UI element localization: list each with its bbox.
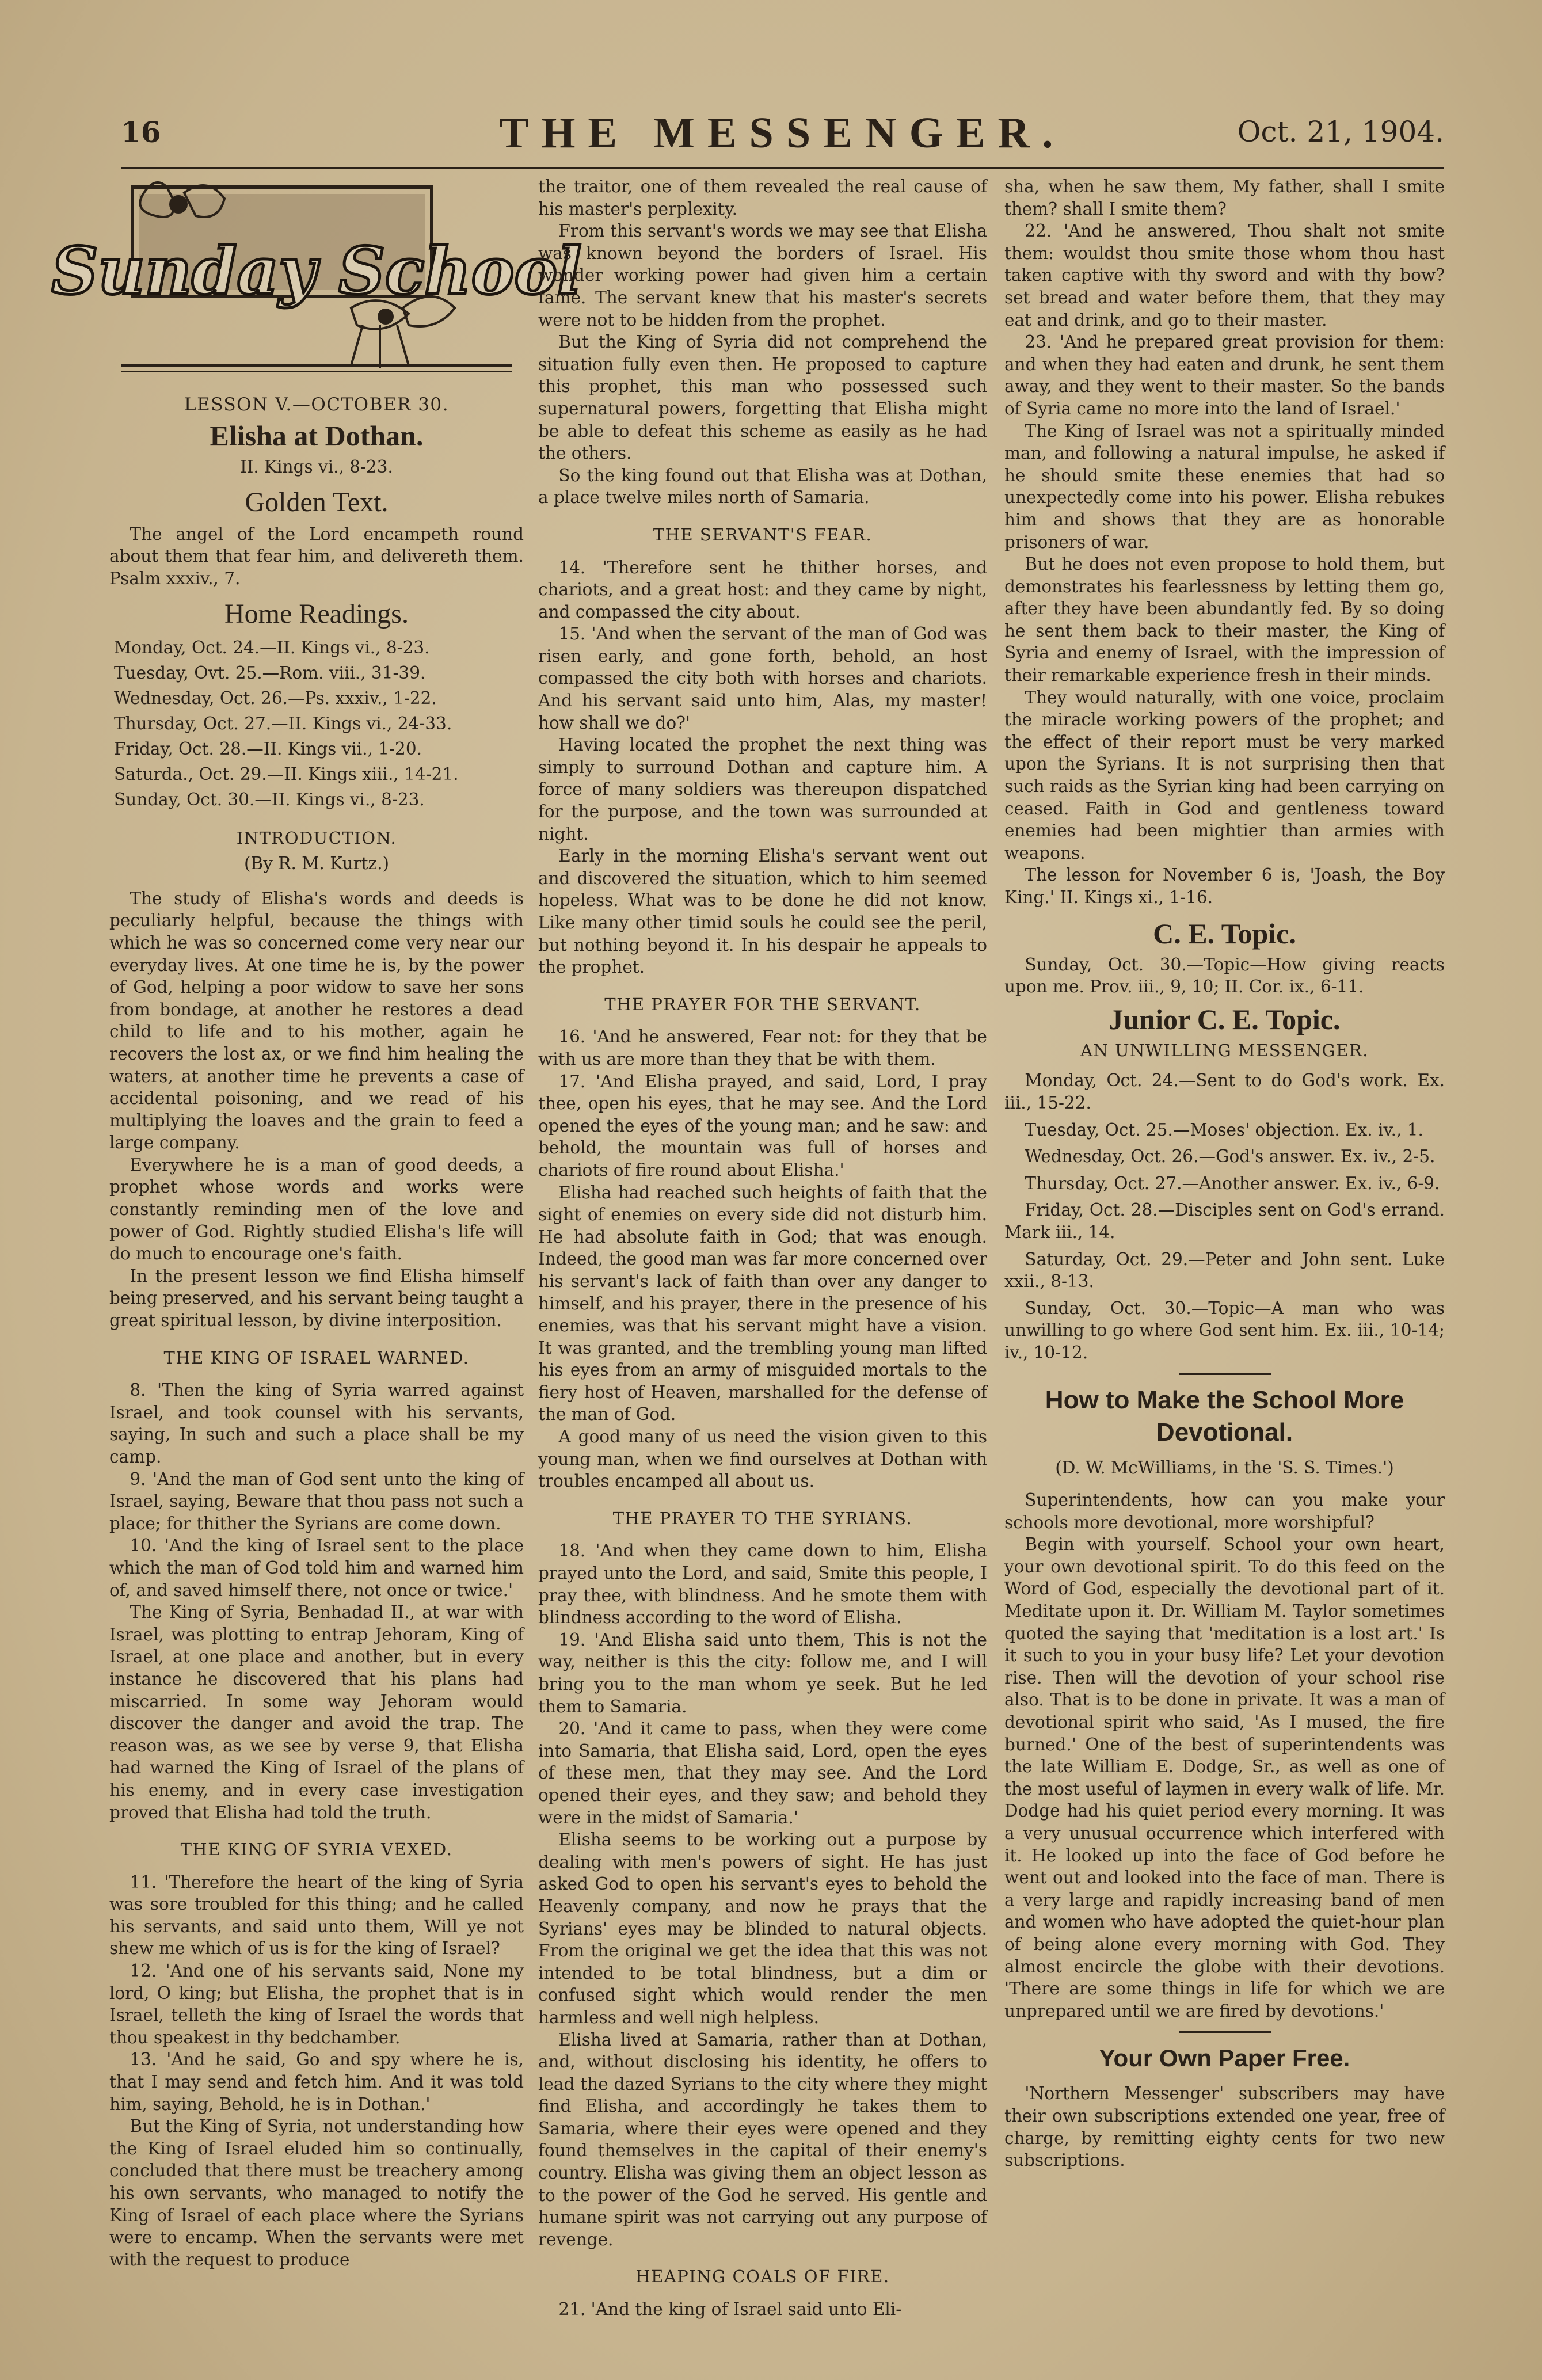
paragraph: So the king found out that Elisha was at Dothan, a place twelve miles north of Samaria. <box>538 465 987 508</box>
publication-title: THE MESSENGER. <box>499 109 1066 157</box>
ce-topic-heading: C. E. Topic. <box>1153 917 1296 950</box>
paragraph: A good many of us need the vision given to this young man, when we find ourselves at Dothan with troubles encamped all about us. <box>538 1427 987 1491</box>
paragraph: Elisha seems to be working out a purpose by dealing with men's powers of sight. He has just asked God to open his servant's eyes to behold the Heavenly company, and now he prays that the Syrians' eyes may be blinded to natural objects. From the original we get the idea that this was not intended to be total blindness, but a dim or confused sight which would render the men harmless and well nigh helpless. <box>538 1830 987 2027</box>
paragraph: Superintendents, how can you make your schools more devotional, more worshipful? <box>1004 1490 1445 1532</box>
junior-ce-item: Thursday, Oct. 27.—Another answer. Ex. iv., 6-9. <box>1025 1173 1440 1193</box>
sunday-school-logo <box>51 176 582 374</box>
verse: 11. 'Therefore the heart of the king of Syria was sore troubled for this thing; and he called his servants, and said unto them, Will ye not shew me which of us is for the king of Israel? <box>109 1872 524 1959</box>
home-readings-list <box>109 635 524 812</box>
article-byline: (D. W. McWilliams, in the 'S. S. Times.') <box>1055 1457 1394 1477</box>
lesson-reference: II. Kings vi., 8-23. <box>240 457 393 477</box>
verse: 8. 'Then the king of Syria warred against Israel, and took counsel with his servants, saying, In such and such a place shall be my camp. <box>109 1380 524 1467</box>
section-heading: HEAPING COALS OF FIRE. <box>635 2267 890 2287</box>
junior-ce-item: Friday, Oct. 28.—Disciples sent on God's errand. Mark iii., 14. <box>1004 1200 1445 1242</box>
paragraph: Elisha lived at Samaria, rather than at Dothan, and, without disclosing his identity, he offers to lead the dazed Syrians to the city where they might find Elisha, and accordingly he takes them to Samaria, where their eyes were opened and they found themselves in the capital of their enemy's country. Elisha was giving them an object lesson as to the power of the God he served. His gentle and humane spirit was not carrying out any purpose of revenge. <box>538 2029 987 2249</box>
introduction-heading: INTRODUCTION. <box>236 828 397 848</box>
reading-item: Thursday, Oct. 27.—II. Kings vi., 24-33. <box>114 713 452 733</box>
verse: 15. 'And when the servant of the man of God was risen early, and gone forth, behold, an host compassed the city both with horses and chariots. And his servant said unto him, Alas, my master! how shall we do?' <box>538 624 987 733</box>
reading-item: Tuesday, Ovt. 25.—Rom. viii., 31-39. <box>114 662 426 683</box>
ce-topic-text: Sunday, Oct. 30.—Topic—How giving reacts upon me. Prov. iii., 9, 10; II. Cor. ix., 6-11. <box>1004 954 1445 997</box>
reading-item: Saturda., Oct. 29.—II. Kings xiii., 14-21. <box>114 764 459 784</box>
verse: 14. 'Therefore sent he thither horses, and chariots, and a great host: and they came by night, and compassed the city about. <box>538 557 987 622</box>
verse: 18. 'And when they came down to him, Elisha prayed unto the Lord, and said, Smite this people, I pray thee, with blindness. And he smote them with blindness according to the word of Elisha. <box>538 1541 987 1628</box>
column-1 <box>51 176 582 2271</box>
section-heading: THE KING OF SYRIA VEXED. <box>180 1840 453 1860</box>
golden-text-heading: Golden Text. <box>245 486 389 517</box>
golden-text: The angel of the Lord encampeth round about them that fear him, and delivereth them. Psalm xxxiv., 7. <box>109 524 524 588</box>
paragraph: Everywhere he is a man of good deeds, a prophet whose words and works were constantly reminding men of the love and power of God. Rightly studied Elisha's life will do much to encourage one's faith. <box>109 1155 524 1264</box>
paragraph: the traitor, one of them revealed the real cause of his master's perplexity. <box>538 177 987 219</box>
introduction-author: (By R. M. Kurtz.) <box>244 854 389 874</box>
section-heading: THE KING OF ISRAEL WARNED. <box>163 1347 470 1368</box>
paragraph: Having located the prophet the next thing was simply to surround Dothan and capture him. A force of many soldiers was thereupon dispatched for the purpose, and the town was surrounded at night. <box>538 735 987 844</box>
paragraph: But he does not even propose to hold them, but demonstrates his fearlessness by letting them go, after they have been abundantly fed. By so doing he sent them back to their master, the King of Syria and enemy of Israel, with the impression of their remarkable experience fresh in their minds. <box>1004 554 1445 686</box>
verse: 21. 'And the king of Israel said unto Eli- <box>558 2299 902 2320</box>
free-paper-heading: Your Own Paper Free. <box>1099 2044 1350 2072</box>
logo-lettering: Sunday School <box>51 234 582 309</box>
lesson-label: LESSON V.—OCTOBER 30. <box>184 394 449 415</box>
verse: 16. 'And he answered, Fear not: for they that be with us are more than they that be with them. <box>538 1027 987 1069</box>
junior-ce-item: Wednesday, Oct. 26.—God's answer. Ex. iv., 2-5. <box>1025 1147 1436 1167</box>
paragraph: The King of Israel was not a spiritually minded man, and following a natural impulse, he asked if he should smite these enemies that had so unexpectedly come into his power. Elisha rebukes him and shows that they are as honorable prisoners of war. <box>1004 421 1445 552</box>
article-title: How to Make the School More Devotional. <box>1045 1385 1404 1446</box>
masthead <box>121 98 1444 169</box>
paragraph: The study of Elisha's words and deeds is peculiarly helpful, because the things with which he was so concerned come very near our everyday lives. At one time he is, by the power of God, helping a poor widow to save her sons from bondage, at another he restores a dead child to life and to his mother, again he recovers the lost ax, or we find him healing the waters, at another time he prevents a case of accidental poisoning, and we read of his multiplying the loaves and the grain to feed a large company. <box>109 888 524 1153</box>
verse: 19. 'And Elisha said unto them, This is not the way, neither is this the city: follow me, and I will bring you to the man whom ye seek. But he led them to Samaria. <box>538 1629 987 1716</box>
divider <box>1179 1373 1271 1375</box>
paragraph: Elisha had reached such heights of faith that the sight of enemies on every side did not disturb him. He had absolute faith in God; that was enough. Indeed, the good man was far more concerned over his servant's lack of faith than over any danger to himself, and his prayer, there in the presence of his enemies, was that his servant might have a vision. It was granted, and the trembling young man lifted his eyes from an army of misguided mortals to the fiery host of Heaven, marshalled for the defense of the man of God. <box>538 1182 987 1425</box>
paragraph: The King of Syria, Benhadad II., at war with Israel, was plotting to entrap Jehoram, King of Israel, at one place and another, but in every instance he discovered that his plans had miscarried. In some way Jehoram would discover the danger and avoid the trap. The reason was, as we see by verse 9, that Elisha had warned the King of Israel of the plans of his enemy, and in every case investigation proved that Elisha had told the truth. <box>109 1602 524 1822</box>
paragraph: The lesson for November 6 is, 'Joash, the Boy King.' II. Kings xi., 1-16. <box>1004 865 1445 907</box>
section-heading: THE PRAYER TO THE SYRIANS. <box>612 1508 913 1528</box>
paragraph: They would naturally, with one voice, proclaim the miracle working powers of the prophet; and the effect of their report must be very marked upon the Syrians. It is not surprising then that such raids as the Syrian king had been carrying on ceased. Faith in God and gentleness toward enemies had been mightier than armies with weapons. <box>1004 687 1445 863</box>
verse: 20. 'And it came to pass, when they were come into Samaria, that Elisha said, Lord, open the eyes of these men, that they may see. And the Lord opened their eyes, and they saw; and behold they were in the midst of Samaria.' <box>538 1719 987 1827</box>
junior-ce-item: Tuesday, Oct. 25.—Moses' objection. Ex. iv., 1. <box>1025 1119 1423 1140</box>
verse: 17. 'And Elisha prayed, and said, Lord, I pray thee, open his eyes, that he may see. And the Lord opened the eyes of the young man; and he saw: and behold, the mountain was full of horses and chariots of fire round about Elisha.' <box>538 1071 987 1180</box>
paragraph: But the King of Syria did not comprehend the situation fully even then. He proposed to capture this prophet, this man who possessed such supernatural powers, forgetting that Elisha might be able to defeat this scheme as easily as he had the others. <box>538 332 987 463</box>
lesson-title: Elisha at Dothan. <box>210 420 424 452</box>
free-paper-text: 'Northern Messenger' subscribers may have their own subscriptions extended one year, free of charge, by remitting eighty cents for two new subscriptions. <box>1004 2084 1445 2170</box>
column-2 <box>538 176 987 2321</box>
page-number: 16 <box>121 115 161 149</box>
reading-item: Monday, Oct. 24.—II. Kings vi., 8-23. <box>114 637 430 657</box>
column-3 <box>1004 176 1445 2172</box>
paragraph: Early in the morning Elisha's servant went out and discovered the situation, which to him seemed hopeless. What was to be done he did not know. Like many other timid souls he could see the peril, but nothing beyond it. In his despair he appeals to the prophet. <box>538 846 987 977</box>
verse: 10. 'And the king of Israel sent to the place which the man of God told him and warned him of, and saved himself there, not once or twice.' <box>109 1536 524 1600</box>
reading-item: Friday, Oct. 28.—II. Kings vii., 1-20. <box>114 738 422 759</box>
junior-ce-heading: Junior C. E. Topic. <box>1109 1003 1341 1035</box>
paragraph: sha, when he saw them, My father, shall I smite them? shall I smite them? <box>1004 177 1445 219</box>
paragraph: But the King of Syria, not understanding how the King of Israel eluded him so continually, concluded that there must be treachery among his own servants, who managed to notify the King of Israel of each place where the Syrians were to encamp. When the servants were met with the request to produce <box>109 2116 524 2269</box>
verse: 13. 'And he said, Go and spy where he is, that I may send and fetch him. And it was told him, saying, Behold, he is in Dothan.' <box>109 2050 524 2114</box>
junior-ce-item: Sunday, Oct. 30.—Topic—A man who was unwilling to go where God sent him. Ex. iii., 10-14; iv., 10-12. <box>1004 1298 1445 1362</box>
verse: 22. 'And he answered, Thou shalt not smite them: wouldst thou smite those whom thou hast taken captive with thy sword and with thy bow? set bread and water before them, that they may eat and drink, and go to their master. <box>1004 221 1445 330</box>
paragraph: Begin with yourself. School your own heart, your own devotional spirit. To do this feed on the Word of God, especially the devotional part of it. Meditate upon it. Dr. William M. Taylor sometimes quoted the saying that 'meditation is a lost art.' Is it such to you in your busy life? Let your devotion rise. Then will the devotion of your school rise also. That is to be done in private. It was a man of devotional spirit who said, 'As I mused, the fire burned.' One of the best of superintendents was the late William E. Dodge, Sr., as well as one of the most useful of laymen in every walk of life. Mr. Dodge had his quiet period every morning. It was a very unusual occurrence which interfered with it. He looked up into the face of God before he went out and looked into the face of man. There is a very large and rapidly increasing band of men and women who have adopted the quiet-hour plan of being alone every morning with God. They almost encircle the globe with their devotions. 'There are some things in life for which we are unprepared until we are fired by devotions.' <box>1004 1534 1445 2021</box>
reading-item: Wednesday, Oct. 26.—Ps. xxxiv., 1-22. <box>114 688 437 708</box>
verse: 9. 'And the man of God sent unto the king of Israel, saying, Beware that thou pass not such a place; for thither the Syrians are come down. <box>109 1469 524 1533</box>
junior-ce-item: Saturday, Oct. 29.—Peter and John sent. Luke xxii., 8-13. <box>1004 1249 1445 1292</box>
junior-ce-item: Monday, Oct. 24.—Sent to do God's work. Ex. iii., 15-22. <box>1004 1071 1445 1113</box>
verse: 12. 'And one of his servants said, None my lord, O king; but Elisha, the prophet that is in Israel, telleth the king of Israel the words that thou speakest in thy bedchamber. <box>109 1961 524 2047</box>
reading-item: Sunday, Oct. 30.—II. Kings vi., 8-23. <box>114 789 425 809</box>
paragraph: From this servant's words we may see that Elisha was known beyond the borders of Israel. His wonder working power had given him a certain fame. The servant knew that his master's secrets were not to be hidden from the prophet. <box>538 221 987 330</box>
issue-date: Oct. 21, 1904. <box>1237 115 1444 148</box>
section-heading: THE PRAYER FOR THE SERVANT. <box>604 994 921 1014</box>
home-readings-heading: Home Readings. <box>224 598 409 629</box>
divider <box>1179 2031 1271 2033</box>
verse: 23. 'And he prepared great provision for them: and when they had eaten and drunk, he sent them away, and they went to their master. So the bands of Syria came no more into the land of Israel.' <box>1004 332 1445 418</box>
paragraph: In the present lesson we find Elisha himself being preserved, and his servant being taught a great spiritual lesson, by divine interposition. <box>109 1266 524 1331</box>
junior-ce-subheading: AN UNWILLING MESSENGER. <box>1080 1040 1369 1060</box>
section-heading: THE SERVANT'S FEAR. <box>653 524 873 544</box>
